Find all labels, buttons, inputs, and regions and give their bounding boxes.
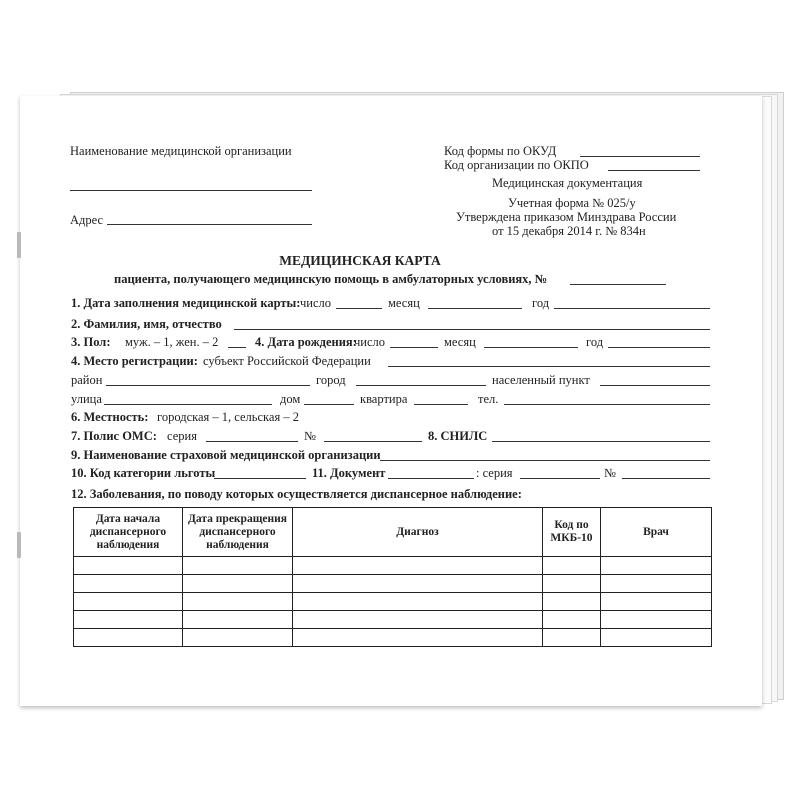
registration-label: 4. Место регистрации: (71, 354, 198, 368)
table-cell[interactable] (74, 611, 183, 629)
oms-series-label: серия (167, 429, 197, 443)
okpo-field[interactable] (608, 170, 700, 171)
sex-values: муж. – 1, жен. – 2 (125, 335, 219, 349)
table-cell[interactable] (183, 629, 293, 647)
district-label: район (71, 373, 103, 387)
birth-month-label: месяц (444, 335, 476, 349)
birth-month-field[interactable] (484, 347, 578, 348)
phone-label: тел. (478, 392, 499, 406)
table-cell[interactable] (601, 611, 712, 629)
benefit-code-label: 10. Код категории льготы (71, 466, 216, 480)
table-cell[interactable] (293, 611, 543, 629)
oms-number-field[interactable] (324, 441, 422, 442)
org-name-label: Наименование медицинской организации (70, 144, 292, 158)
table-cell[interactable] (601, 557, 712, 575)
district-field[interactable] (106, 385, 310, 386)
insurance-org-label: 9. Наименование страховой медицинской организации (71, 448, 381, 462)
okud-label: Код формы по ОКУД (444, 144, 557, 158)
table-cell[interactable] (74, 593, 183, 611)
table-row (74, 575, 712, 593)
table-cell[interactable] (183, 611, 293, 629)
med-docs-label: Медицинская документация (492, 176, 643, 190)
fill-year-field[interactable] (554, 308, 710, 309)
snils-label: 8. СНИЛС (428, 429, 488, 443)
sex-field[interactable] (228, 347, 246, 348)
approval-line-1: Утверждена приказом Минздрава России (456, 210, 677, 224)
insurance-org-field[interactable] (380, 460, 710, 461)
settlement-field[interactable] (600, 385, 710, 386)
table-header-row (74, 508, 712, 557)
birth-year-label: год (586, 335, 604, 349)
approval-line-2: от 15 декабря 2014 г. № 834н (492, 224, 646, 238)
apartment-field[interactable] (414, 404, 468, 405)
document-field[interactable] (388, 478, 474, 479)
diseases-label: 12. Заболевания, по поводу которых осуществляется диспансерное наблюдение: (71, 487, 522, 501)
address-label: Адрес (70, 213, 104, 227)
table-cell[interactable] (543, 593, 601, 611)
staple-bottom (17, 532, 21, 558)
form-number-label: Учетная форма № 025/у (508, 196, 636, 210)
document-series-label: : серия (476, 466, 513, 480)
birth-date-label: 4. Дата рождения: (255, 335, 357, 349)
table-cell[interactable] (293, 629, 543, 647)
birth-year-field[interactable] (608, 347, 710, 348)
table-cell[interactable] (183, 575, 293, 593)
table-cell[interactable] (601, 629, 712, 647)
house-field[interactable] (304, 404, 354, 405)
okpo-label: Код организации по ОКПО (444, 158, 589, 172)
table-row (74, 611, 712, 629)
document-number-sign: № (604, 466, 616, 480)
table-cell[interactable] (183, 593, 293, 611)
card-number-field[interactable] (570, 284, 666, 285)
full-name-field[interactable] (234, 329, 710, 330)
staple-top (17, 232, 21, 258)
table-row (74, 629, 712, 647)
snils-field[interactable] (492, 441, 710, 442)
oms-number-sign: № (304, 429, 316, 443)
street-field[interactable] (104, 404, 272, 405)
sex-label: 3. Пол: (71, 335, 111, 349)
document-number-field[interactable] (622, 478, 710, 479)
fill-year-label: год (532, 296, 550, 310)
street-label: улица (71, 392, 102, 406)
locality-values: городская – 1, сельская – 2 (157, 410, 299, 424)
fill-month-field[interactable] (428, 308, 522, 309)
col-start-date-header: Дата начала диспансерного наблюдения (74, 508, 183, 557)
federal-subject-field[interactable] (388, 366, 710, 367)
city-label: город (316, 373, 346, 387)
table-cell[interactable] (293, 557, 543, 575)
locality-label: 6. Местность: (71, 410, 149, 424)
table-cell[interactable] (543, 575, 601, 593)
document-label: 11. Документ (312, 466, 386, 480)
table-row (74, 593, 712, 611)
oms-series-field[interactable] (206, 441, 298, 442)
fill-date-label: 1. Дата заполнения медицинской карты: (71, 296, 301, 310)
benefit-code-field[interactable] (214, 478, 306, 479)
apartment-label: квартира (360, 392, 408, 406)
house-label: дом (280, 392, 301, 406)
table-cell[interactable] (74, 575, 183, 593)
table-row (74, 557, 712, 575)
fill-day-label: число (300, 296, 332, 310)
col-icd10-header: Код по МКБ-10 (543, 508, 601, 557)
table-cell[interactable] (293, 575, 543, 593)
table-cell[interactable] (74, 557, 183, 575)
full-name-label: 2. Фамилия, имя, отчество (71, 317, 222, 331)
col-doctor-header: Врач (601, 508, 712, 557)
table-cell[interactable] (601, 575, 712, 593)
city-field[interactable] (356, 385, 486, 386)
fill-month-label: месяц (388, 296, 420, 310)
org-name-field[interactable] (70, 190, 312, 191)
table-cell[interactable] (601, 593, 712, 611)
table-cell[interactable] (543, 629, 601, 647)
col-diagnosis-header: Диагноз (293, 508, 543, 557)
fill-day-field[interactable] (336, 308, 382, 309)
col-end-date-header: Дата прекращения диспансерного наблюдения (183, 508, 293, 557)
okud-field[interactable] (580, 156, 700, 157)
oms-policy-label: 7. Полис ОМС: (71, 429, 157, 443)
birth-day-label: число (354, 335, 386, 349)
table-cell[interactable] (183, 557, 293, 575)
table-cell[interactable] (293, 593, 543, 611)
address-field[interactable] (107, 224, 312, 225)
document-series-field[interactable] (520, 478, 600, 479)
birth-day-field[interactable] (390, 347, 438, 348)
table-cell[interactable] (543, 611, 601, 629)
federal-subject-label: субъект Российской Федерации (203, 354, 371, 368)
settlement-label: населенный пункт (492, 373, 590, 387)
card-subtitle: пациента, получающего медицинскую помощь в амбулаторных условиях, № (114, 272, 548, 286)
table-cell[interactable] (74, 629, 183, 647)
dispensary-table (73, 507, 712, 647)
phone-field[interactable] (504, 404, 710, 405)
table-cell[interactable] (543, 557, 601, 575)
card-title: МЕДИЦИНСКАЯ КАРТА (279, 253, 441, 268)
